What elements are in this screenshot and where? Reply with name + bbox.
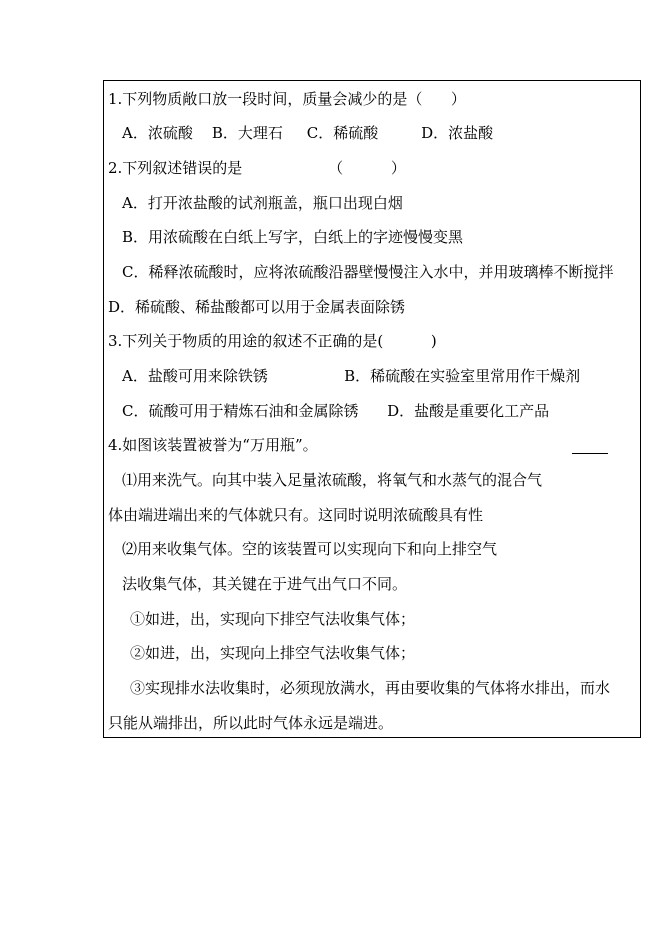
q4-part2-line2: 法收集气体，其关键在于进气出气口不同。 xyxy=(122,575,408,593)
q4-part2-item3-line2: 只能从端排出，所以此时气体永远是端进。 xyxy=(108,714,394,732)
q4-part1-line1: ⑴用来洗气。向其中装入足量浓硫酸，将氧气和水蒸气的混合气 xyxy=(122,471,543,489)
q4-part2-item3-line1: ③实现排水法收集时，必须现放满水，再由要收集的气体将水排出，而水 xyxy=(130,679,611,697)
q1-stem: 1.下列物质敞口放一段时间，质量会减少的是（ ） xyxy=(108,90,466,108)
q4-stem: 4.如图该装置被誉为“万用瓶”。 xyxy=(108,436,318,454)
q2-option-d: D．稀硫酸、稀盐酸都可以用于金属表面除锈 xyxy=(108,298,406,316)
q1-options: A．浓硫酸 B．大理石 C．稀硫酸 D．浓盐酸 xyxy=(122,124,494,142)
q4-part2-line1: ⑵用来收集气体。空的该装置可以实现向下和向上排空气 xyxy=(122,540,498,558)
q2-stem: 2.下列叙述错误的是 （ ） xyxy=(108,159,406,177)
answer-blank-line xyxy=(572,453,608,454)
q3-stem: 3.下列关于物质的用途的叙述不正确的是( ) xyxy=(108,332,437,350)
q2-option-b: B．用浓硫酸在白纸上写字，白纸上的字迹慢慢变黑 xyxy=(122,228,464,246)
q2-option-c: C．稀释浓硫酸时，应将浓硫酸沿器壁慢慢注入水中，并用玻璃棒不断搅拌 xyxy=(122,263,614,281)
q4-part2-item2: ②如进，出，实现向上排空气法收集气体； xyxy=(130,644,416,662)
q4-part2-item1: ①如进，出，实现向下排空气法收集气体； xyxy=(130,610,416,628)
q4-part1-line2: 体由端进端出来的气体就只有。这同时说明浓硫酸具有性 xyxy=(108,506,484,524)
q2-option-a: A．打开浓盐酸的试剂瓶盖，瓶口出现白烟 xyxy=(122,194,403,212)
q3-options-cd: C．硫酸可用于精炼石油和金属除锈 D．盐酸是重要化工产品 xyxy=(122,402,550,420)
q3-options-ab: A．盐酸可用来除铁锈 B．稀硫酸在实验室里常用作干燥剂 xyxy=(122,367,581,385)
